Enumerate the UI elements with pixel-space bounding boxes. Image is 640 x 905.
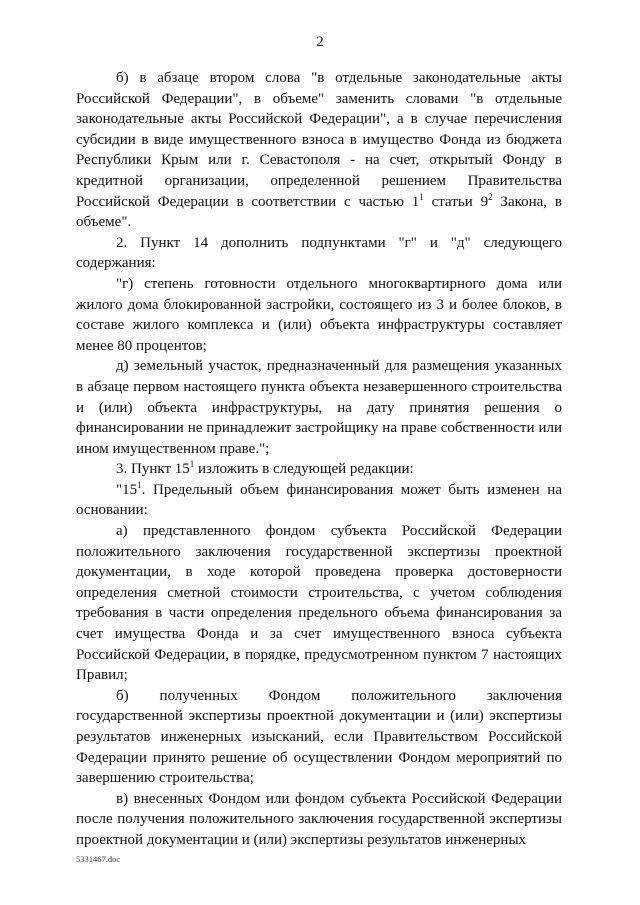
file-name-footer: 5331467.doc (76, 854, 121, 864)
paragraph-b-clause: б) в абзаце втором слова "в отдельные законодательные акты Российской Федерации", в объеме" заменить словами "в отдельные законодательные акты Российской Федерации", а в случае перечисления субсидии в виде имущественного взноса в имущество Фонда из бюджета Республики Крым или г. Севастополя - на счет, открытый Фонду в кредитной организации, определенной решением Правительства Российской Федерации в соответствии с частью $1^1$ статьи $9^2$ Закона, в объеме". (76, 70, 562, 231)
paragraph-a-clause: а) представленного фондом субъекта Российской Федерации положительного заключения государственной экспертизы проектной документации, в ходе которой проведена проверка достоверности определения сметной стоимости строительства, с учетом соблюдения требования в части определения предельного объема финансирования за счет имущества Фонда и за счет имущественного взноса субъекта Российской Федерации, в порядке, предусмотренном пунктом 7 настоящих Правил; (76, 523, 562, 684)
paragraph-g-clause: "г) степень готовности отдельного многоквартирного дома или жилого дома блокированной застройки, состоящего из 3 и более блоков, в составе жилого комплекса и (или) объекта инфраструктуры составляет менее 80 процентов; (76, 275, 562, 354)
paragraph-item-2: 2. Пункт 14 дополнить подпунктами "г" и "д" следующего содержания: (76, 234, 562, 272)
paragraph-d-clause: д) земельный участок, предназначенный для размещения указанных в абзаце первом настоящего пункта объекта незавершенного строительства и (или) объекта инфраструктуры, на дату принятия решения о финансировании не принадлежит застройщику на праве собственности или ином имущественном праве."; (76, 358, 562, 457)
page-number: 2 (316, 34, 324, 50)
paragraph-item-3: 3. Пункт $15^1$ изложить в следующей редакции: (116, 459, 414, 478)
paragraph-15-1: "$15^1$. Предельный объем финансирования может быть изменен на основании: (76, 479, 562, 519)
superscript: 1 (189, 459, 195, 470)
superscript: 2 (488, 191, 493, 202)
document-body (76, 68, 562, 851)
superscript: 1 (137, 479, 142, 490)
paragraph-b2-clause: б) полученных Фондом положительного заключения государственной экспертизы проектной документации и (или) экспертизы результатов инженерных изысканий, если Правительством Российской Федерации принято решение об осуществлении Фондом мероприятий по завершению строительства; (76, 687, 562, 787)
superscript: 1 (419, 191, 424, 202)
paragraph-v-clause: в) внесенных Фондом или фондом субъекта Российской Федерации после получения положительного заключения государственной экспертизы проектной документации и (или) экспертизы результатов инженерных (76, 790, 562, 848)
